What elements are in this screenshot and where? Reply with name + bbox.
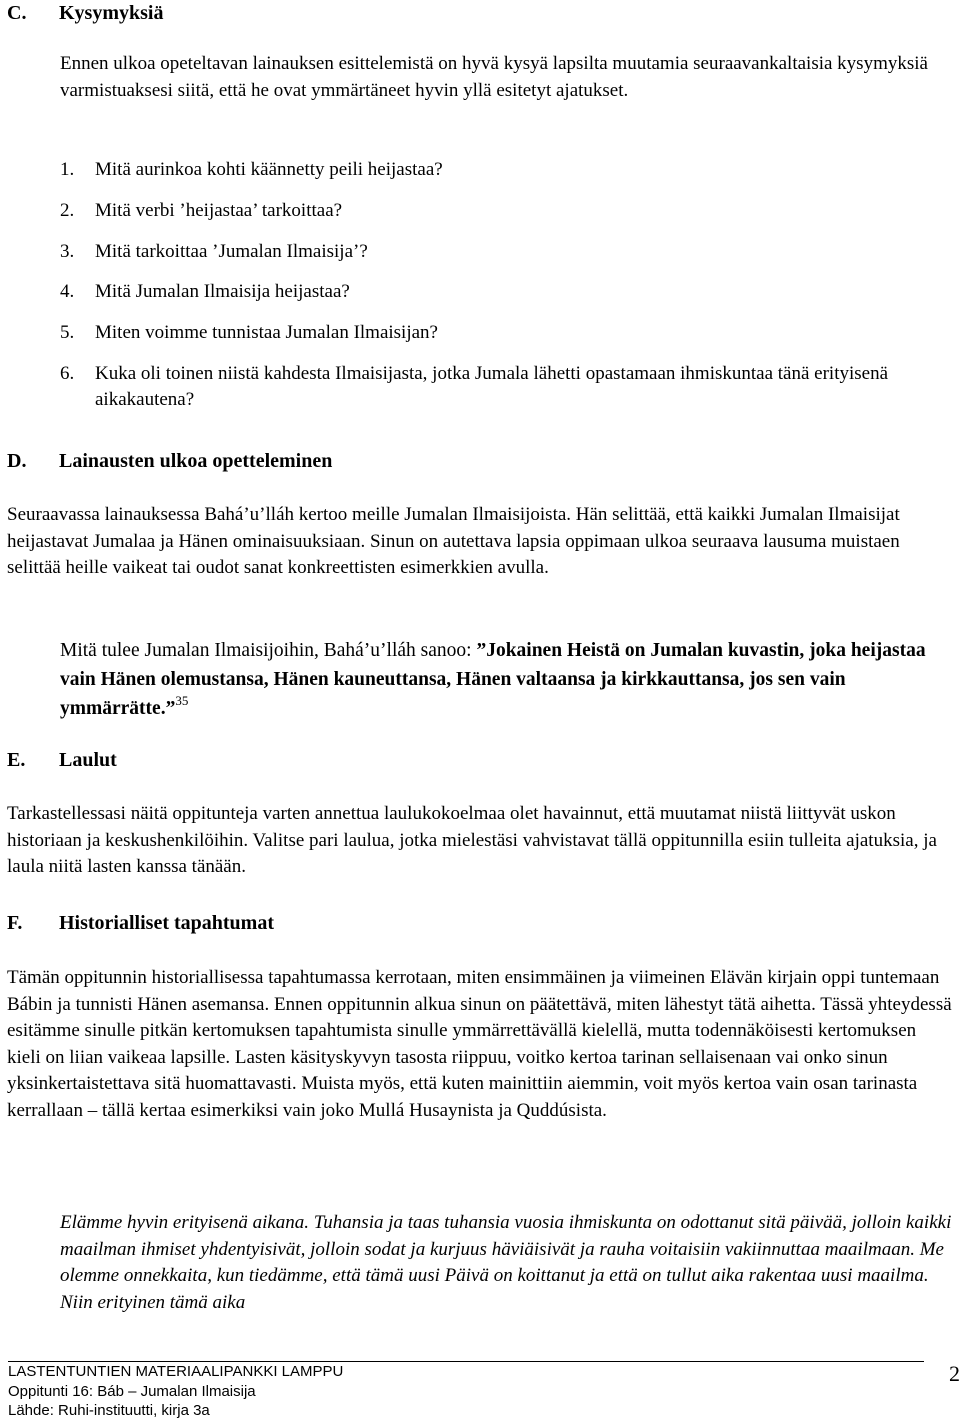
memorization-quote [60,636,955,723]
section-d-heading [7,448,332,474]
footer-lesson-title: Oppitunti 16: Báb – Jumalan Ilmaisija [8,1382,256,1400]
question-text: Miten voimme tunnistaa Jumalan Ilmaisijan? [95,322,438,344]
question-item [60,157,950,184]
section-c-heading [7,0,163,26]
question-number: 2. [60,199,75,221]
footer-source: Lähde: Ruhi-instituutti, kirja 3a [8,1402,210,1419]
section-e-body: Tarkastellessasi näitä oppitunteja varten annettua laulukokoelmaa olet havainnut, että muutamat niistä liittyvät uskon historiaan ja keskushenkilöihin. Valitse pari laulua, jotka mielestäsi vahvistavat tällä oppitunnilla esiin tulleita ajatuksia, ja laula niitä lasten kanssa tänään. [7,803,937,877]
page-footer [8,1362,960,1421]
question-text: Kuka oli toinen niistä kahdesta Ilmaisijasta, jotka Jumala lähetti opastamaan ihmiskuntaa tänä erityisenä aikakautena? [95,362,889,411]
quote-intro: Mitä tulee Jumalan Ilmaisijoihin, Bahá’u’lláh sanoo: [60,640,477,661]
section-title: Historialliset tapahtumat [59,912,274,934]
section-letter: E. [7,749,26,771]
question-item [60,198,950,225]
section-title: Lainausten ulkoa opetteleminen [59,450,333,472]
question-number: 3. [60,240,75,262]
section-letter: C. [7,2,27,24]
section-d-body: Seuraavassa lainauksessa Bahá’u’lláh kertoo meille Jumalan Ilmaisijoista. Hän selittää, että kaikki Jumalan Ilmaisijat heijastavat Jumalaa ja Hänen ominaisuuksiaan. Sinun on autettava lapsia oppimaan ulkoa seuraava lausuma muistaen selittää heille vaikeat tai oudot sanat konkreettisten esimerkkien avulla. [7,504,900,578]
question-text: Mitä tarkoittaa ’Jumalan Ilmaisija’? [95,240,368,262]
question-text: Mitä verbi ’heijastaa’ tarkoittaa? [95,199,343,221]
section-letter: D. [7,450,27,472]
question-item [60,361,950,414]
story-text: Elämme hyvin erityisenä aikana. Tuhansia ja taas tuhansia vuosia ihmiskunta on odottanut sitä päivää, jolloin kaikki maailman ihmiset yhdentyisivät, jolloin sodat ja kurjuus häviäisivät ja rauha voitaisiin vakiinnuttaa maailmaan. Me olemme onnekkaita, kun tiedämme, että tämä uusi Päivä on koittanut ja että on tullut aika rakentaa uusi maailma. Niin erityinen tämä aika [60,1212,952,1313]
question-item [60,279,950,306]
section-e-heading [7,747,117,773]
question-text: Mitä Jumalan Ilmaisija heijastaa? [95,281,350,303]
page-number: 2 [949,1361,960,1386]
section-f-heading [7,910,274,936]
question-number: 1. [60,159,75,180]
question-number: 6. [60,362,75,384]
footnote-ref: 35 [175,693,189,708]
question-item [60,239,950,266]
section-title: Kysymyksiä [59,2,164,24]
question-text: Mitä aurinkoa kohti käännetty peili heijastaa? [95,159,443,180]
section-title: Laulut [59,749,117,771]
footer-series-title: LASTENTUNTIEN MATERIAALIPANKKI LAMPPU [8,1363,344,1380]
quote-text: ”Jokainen Heistä on Jumalan kuvastin, joka heijastaa vain Hänen olemustansa, Hänen kauneuttansa, Hänen valtaansa ja kirkkauttansa, jos sen vain ymmärrätte.” [60,640,926,719]
question-item [60,320,950,347]
section-letter: F. [7,912,23,934]
section-f-body: Tämän oppitunnin historiallisessa tapahtumassa kerrotaan, miten ensimmäinen ja viimeinen Elävän kirjain oppi tuntemaan Bábin ja tunnisti Hänen asemansa. Ennen oppitunnin alkua sinun on päätettävä, miten lähestyt tätä aihetta. Tässä yhteydessä esitämme sinulle pitkän kertomuksen tapahtumista sinulle ymmärrettävällä kielellä, mutta todennäköisesti kertomuksen kieli on liian vaikeaa lapsille. Lasten käsityskyvyn tasosta riippuu, voitko kertoa tarinan sellaisenaan vai onko sinun yksinkertaistettava sitä huomattavasti. Muista myös, että kuten mainittiin aiemmin, voit myös kertoa vain osan tarinasta kerrallaan – tällä kertaa esimerkiksi vain joko Mullá Husaynista ja Quddúsista. [7,967,952,1121]
question-number: 4. [60,281,75,303]
question-number: 5. [60,322,75,344]
section-c-intro: Ennen ulkoa opeteltavan lainauksen esittelemistä on hyvä kysyä lapsilta muutamia seuraavankaltaisia kysymyksiä varmistuaksesi siitä, että he ovat ymmärtäneet hyvin yllä esitetyt ajatukset. [60,53,928,101]
question-list [60,157,950,428]
